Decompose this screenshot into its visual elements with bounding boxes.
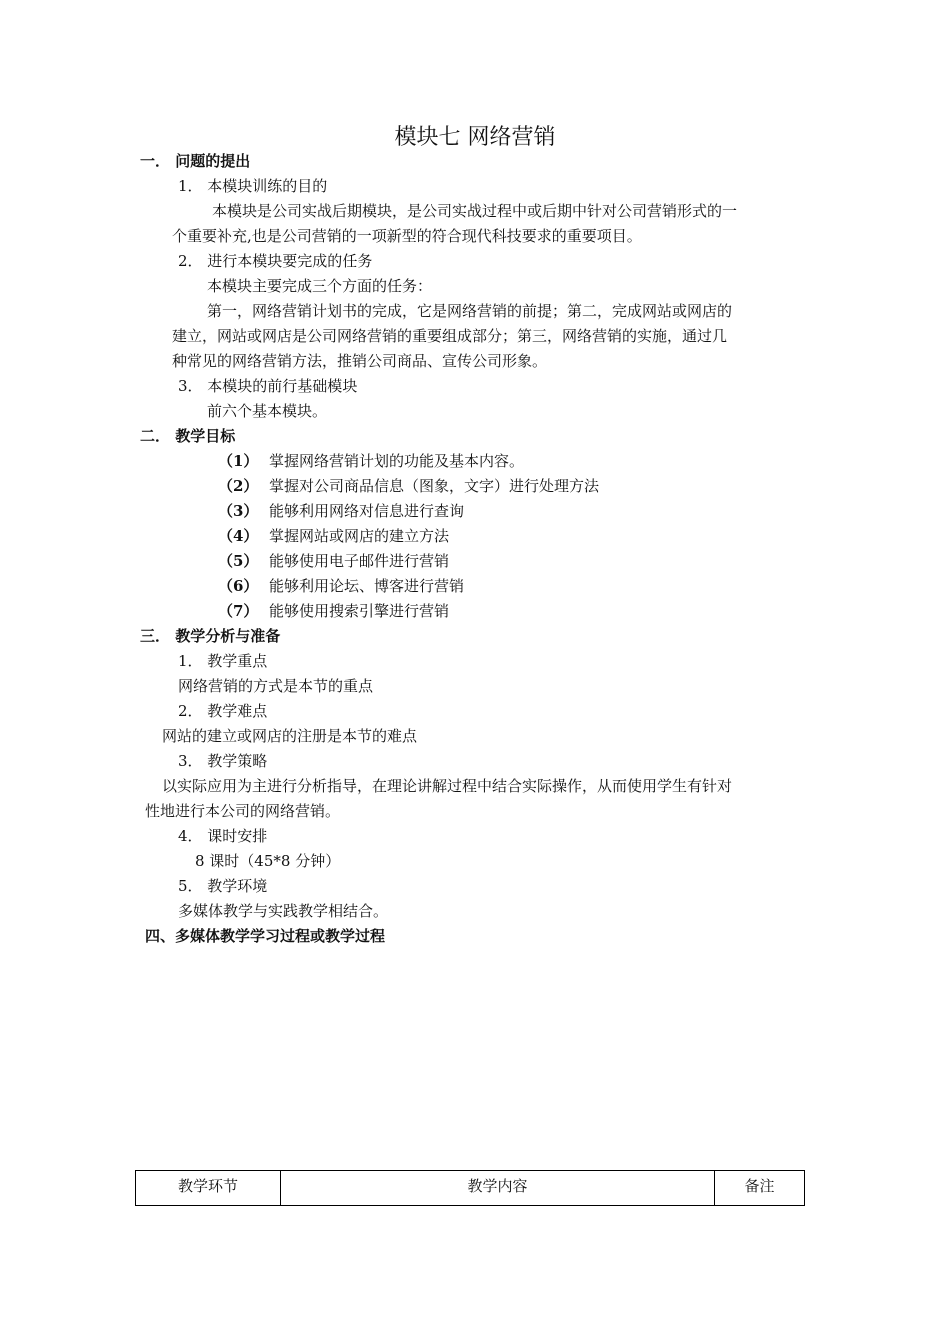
goal-text: 能够利用论坛、博客进行营销 [269, 577, 465, 595]
sec3-text-4: 8 课时（45*8 分钟） [195, 852, 341, 870]
goal-text: 能够利用网络对信息进行查询 [269, 502, 465, 520]
goal-number: （3） [218, 502, 259, 520]
goal-text: 掌握网络营销计划的功能及基本内容。 [269, 452, 525, 470]
goal-text: 能够使用电子邮件进行营销 [269, 552, 450, 570]
sec1-para2-line3: 种常见的网络营销方法，推销公司商品、宣传公司形象。 [172, 352, 548, 370]
goal-number: （7） [218, 602, 259, 620]
goal-text: 掌握网站或网店的建立方法 [269, 527, 450, 545]
sec1-item-3: 3． 本模块的前行基础模块 [178, 377, 358, 395]
table-header-row [136, 1171, 805, 1206]
table-header-cell: 教学环节 [136, 1171, 281, 1206]
sec1-item-2: 2． 进行本模块要完成的任务 [178, 252, 373, 270]
sec3-text-3-line1: 以实际应用为主进行分析指导，在理论讲解过程中结合实际操作，从而使用学生有针对 [162, 777, 733, 795]
page-title: 模块七 网络营销 [394, 125, 556, 150]
sec1-para2-line2: 建立，网站或网店是公司网络营销的重要组成部分；第三，网络营销的实施，通过几 [172, 327, 728, 345]
goal-number: （4） [218, 527, 259, 545]
sec3-text-1: 网络营销的方式是本节的重点 [178, 677, 374, 695]
sec3-item-3: 3． 教学策略 [178, 752, 268, 770]
section-3-heading: 三． 教学分析与准备 [140, 627, 281, 645]
goal-number: （2） [218, 477, 259, 495]
sec1-para3: 前六个基本模块。 [207, 402, 328, 420]
sec3-text-2: 网站的建立或网店的注册是本节的难点 [162, 727, 418, 745]
sec1-item-1: 1． 本模块训练的目的 [178, 177, 328, 195]
sec3-item-2: 2． 教学难点 [178, 702, 268, 720]
sec1-para2-intro: 本模块主要完成三个方面的任务： [207, 277, 433, 295]
goal-number: （1） [218, 452, 259, 470]
sec3-item-4: 4． 课时安排 [178, 827, 268, 845]
teaching-process-table [135, 1170, 805, 1206]
sec1-para1-line2: 个重要补充,也是公司营销的一项新型的符合现代科技要求的重要项目。 [172, 227, 642, 245]
goal-number: （6） [218, 577, 259, 595]
goal-number: （5） [218, 552, 259, 570]
sec3-item-5: 5． 教学环境 [178, 877, 268, 895]
section-4-heading: 四、多媒体教学学习过程或教学过程 [145, 927, 386, 945]
section-1-heading: 一． 问题的提出 [140, 152, 251, 170]
sec3-text-5: 多媒体教学与实践教学相结合。 [178, 902, 389, 920]
section-2-heading: 二． 教学目标 [140, 427, 236, 445]
sec1-para2-line1: 第一，网络营销计划书的完成，它是网络营销的前提；第二，完成网站或网店的 [207, 302, 733, 320]
table-header-cell: 备注 [715, 1171, 805, 1206]
table-header-cell: 教学内容 [281, 1171, 715, 1206]
goal-text: 能够使用搜索引擎进行营销 [269, 602, 450, 620]
sec3-item-1: 1． 教学重点 [178, 652, 268, 670]
goal-text: 掌握对公司商品信息（图象，文字）进行处理方法 [269, 477, 600, 495]
sec1-para1-line1: 本模块是公司实战后期模块，是公司实战过程中或后期中针对公司营销形式的一 [212, 202, 738, 220]
sec3-text-3-line2: 性地进行本公司的网络营销。 [145, 802, 341, 820]
